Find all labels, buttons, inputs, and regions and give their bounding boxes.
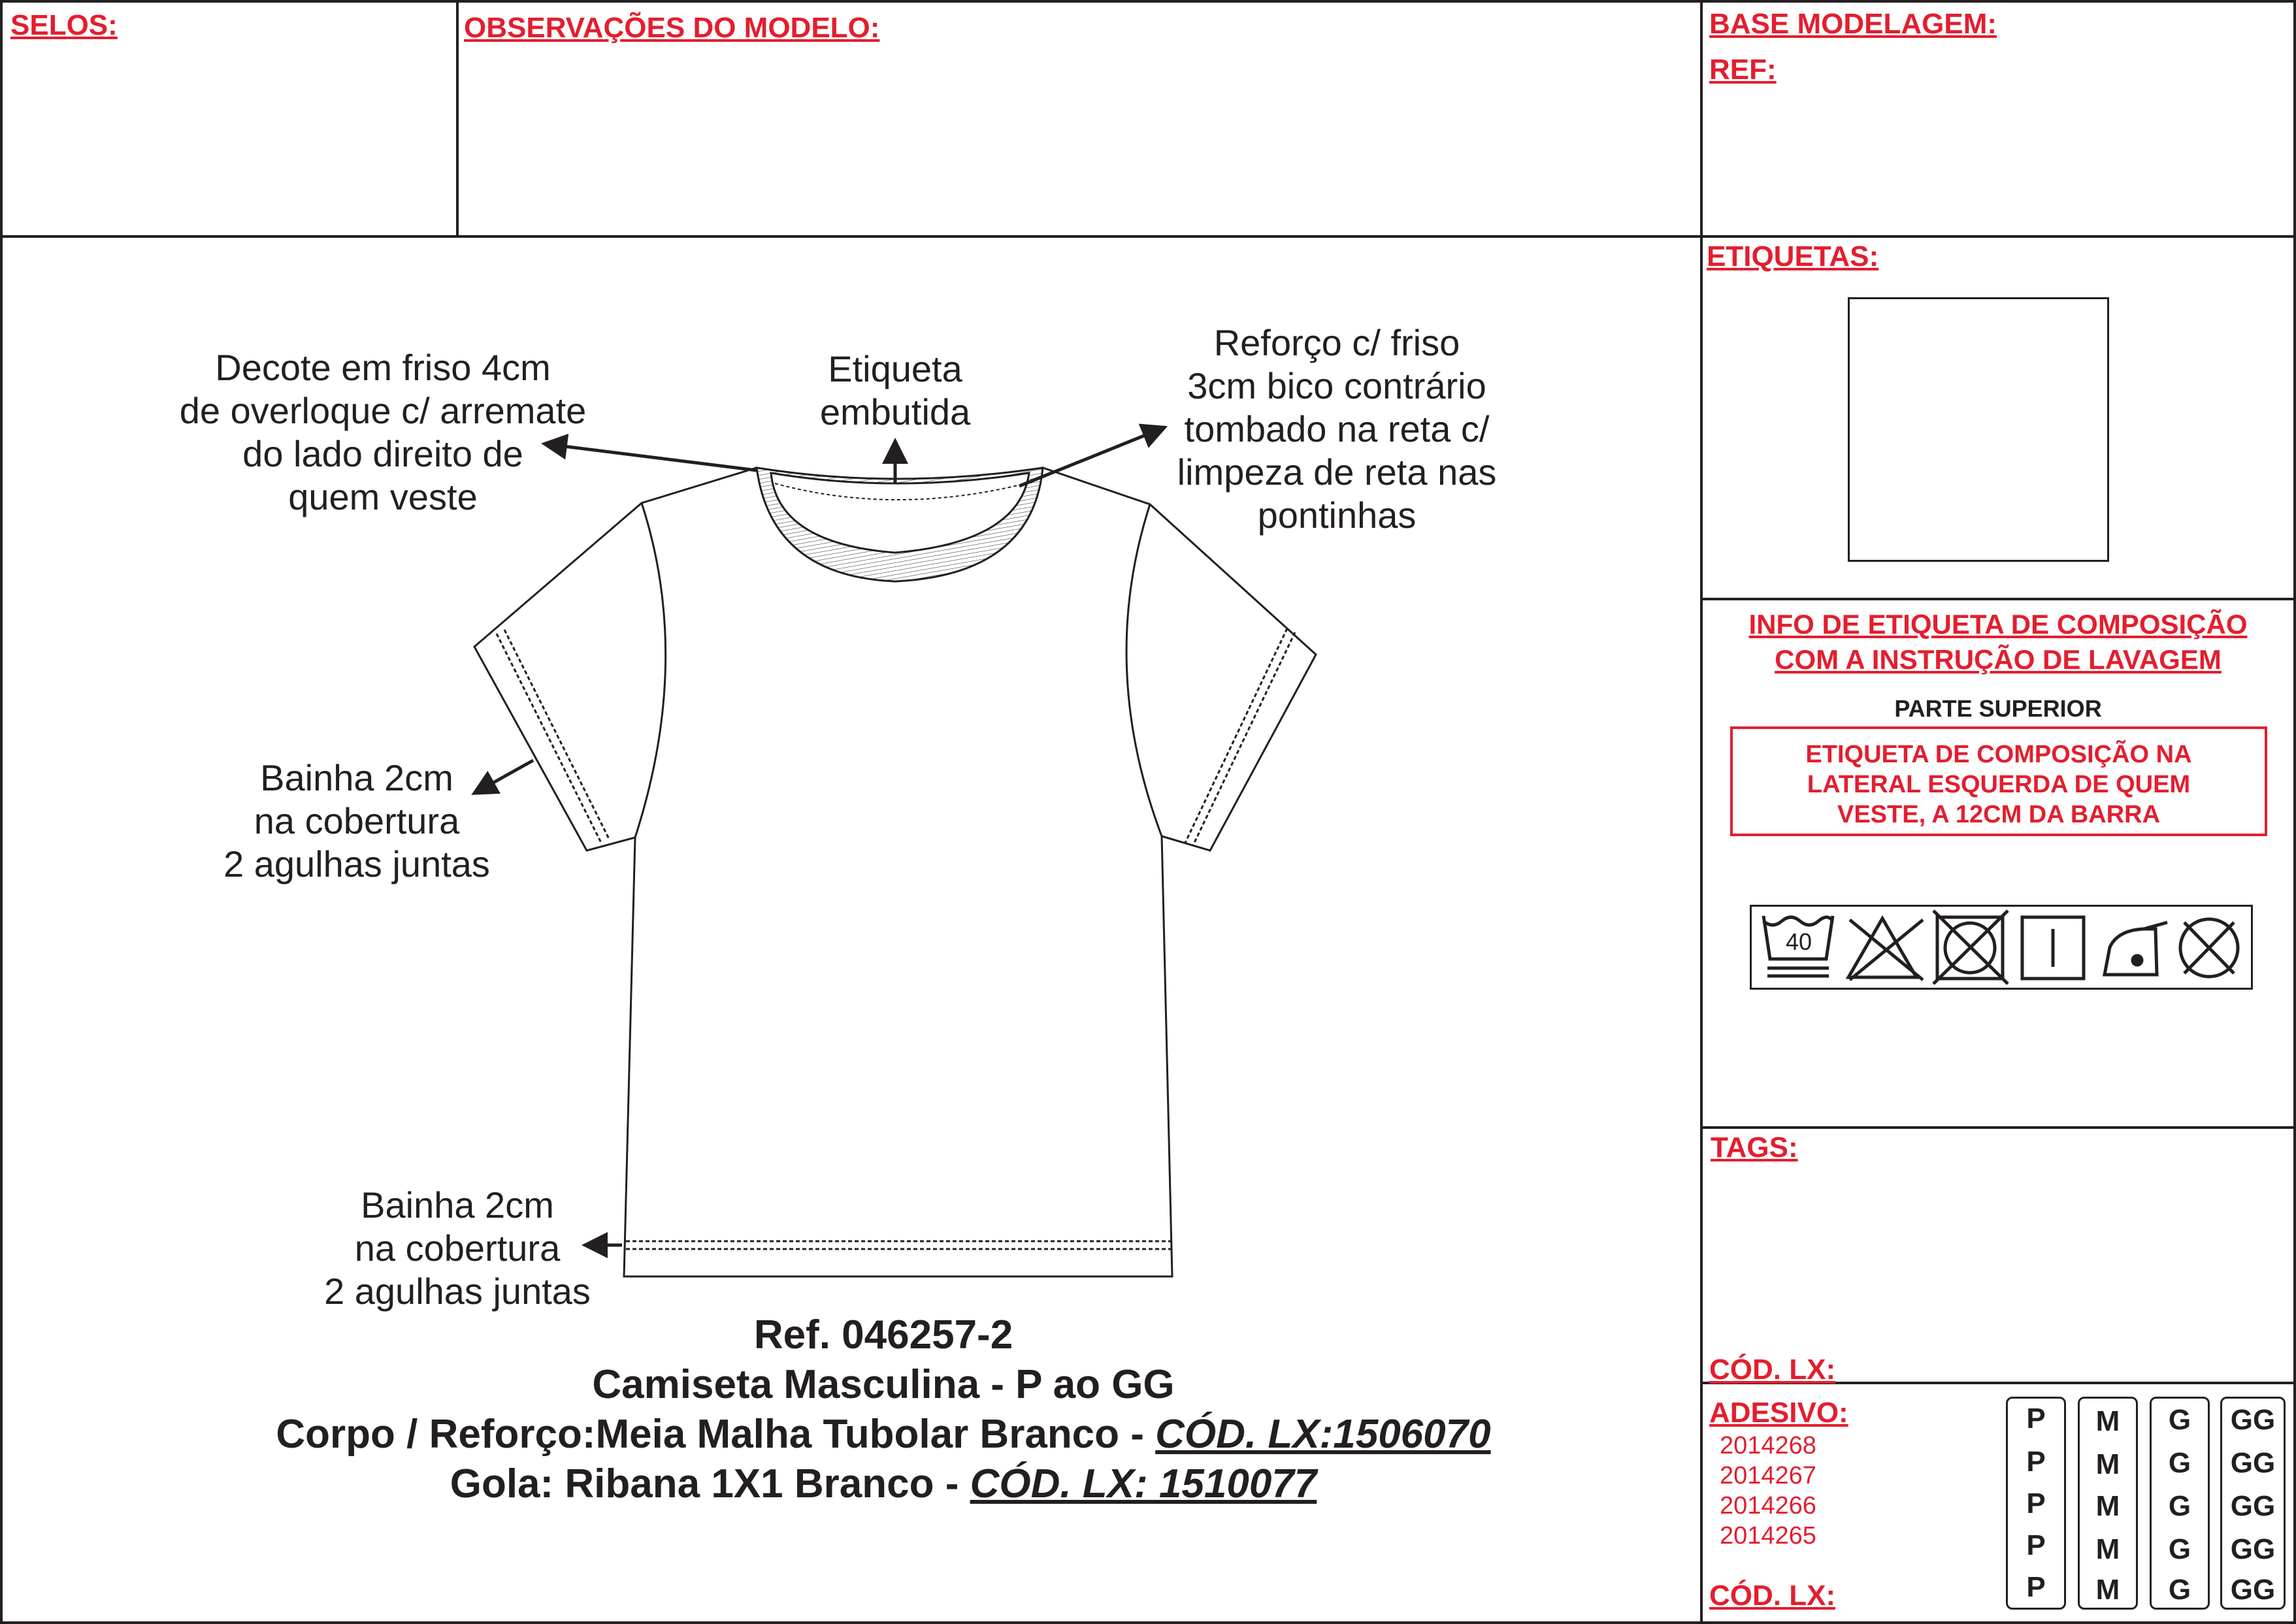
composition-note-line-1: ETIQUETA DE COMPOSIÇÃO NA	[1805, 741, 2192, 768]
wash-40-icon	[1763, 916, 1833, 976]
size-cell: P	[2026, 1529, 2046, 1561]
decote-line: de overloque c/ arremate	[179, 390, 587, 431]
product-name: Camiseta Masculina - P ao GG	[592, 1362, 1175, 1407]
size-cell: G	[2168, 1533, 2191, 1565]
composition-note-box	[1730, 726, 2267, 836]
adesivo-code: 2014268	[1720, 1432, 1816, 1459]
size-cell: M	[2095, 1490, 2120, 1522]
iron-low-icon	[2105, 922, 2167, 975]
bainha-barra-line: na cobertura	[354, 1227, 561, 1269]
etiquetas-label: ETIQUETAS:	[1707, 240, 1879, 272]
reforco-line: pontinhas	[1257, 495, 1417, 536]
label-placeholder-box	[1848, 297, 2109, 562]
bainha-manga-note	[193, 756, 520, 886]
reforco-note	[1141, 321, 1533, 537]
size-cell: GG	[2230, 1490, 2276, 1522]
reforco-line: tombado na reta c/	[1184, 408, 1490, 449]
size-column-m	[2078, 1397, 2138, 1610]
etiqueta-line: embutida	[819, 391, 971, 432]
gola-code: CÓD. LX: 1510077	[970, 1461, 1317, 1506]
corpo-code: CÓD. LX:1506070	[1155, 1412, 1491, 1457]
corpo-line	[99, 1410, 1667, 1459]
size-cell: G	[2168, 1404, 2191, 1436]
reforco-line: Reforço c/ friso	[1213, 322, 1460, 363]
base-modelagem-label: BASE MODELAGEM:	[1709, 8, 1997, 40]
size-cell: GG	[2230, 1533, 2276, 1565]
tags-label: TAGS:	[1711, 1131, 1798, 1163]
size-cell: P	[2026, 1403, 2046, 1435]
etiqueta-line: Etiqueta	[828, 348, 962, 389]
decote-line: do lado direito de	[242, 433, 523, 474]
gola-prefix: Gola: Ribana 1X1 Branco -	[450, 1461, 970, 1506]
parte-superior-label: PARTE SUPERIOR	[1894, 695, 2102, 722]
info-title-1: INFO DE ETIQUETA DE COMPOSIÇÃO	[1748, 609, 2248, 640]
size-column-gg	[2220, 1397, 2286, 1610]
reforco-line: 3cm bico contrário	[1187, 365, 1486, 406]
composition-note-line-2: LATERAL ESQUERDA DE QUEM	[1807, 771, 2191, 798]
adesivo-code: 2014265	[1720, 1522, 1816, 1550]
decote-note	[154, 346, 612, 519]
corpo-prefix: Corpo / Reforço:Meia Malha Tubolar Branco -	[276, 1412, 1156, 1457]
care-symbols-strip	[1750, 905, 2253, 990]
info-title-2: COM A INSTRUÇÃO DE LAVAGEM	[1775, 644, 2222, 675]
bainha-manga-line: na cobertura	[254, 800, 460, 841]
size-cell: P	[2026, 1446, 2046, 1478]
right-divider-2	[1700, 598, 2296, 600]
no-dry-clean-icon	[2180, 919, 2238, 977]
tshirt-body-outline	[474, 468, 1316, 1276]
no-tumble-dry-icon	[1933, 911, 2008, 984]
adesivo-code: 2014266	[1720, 1492, 1816, 1519]
right-panel-divider	[1700, 0, 1703, 1624]
right-divider-1	[1700, 235, 2296, 238]
care-symbols-svg	[1752, 907, 2251, 988]
decote-line: quem veste	[288, 476, 478, 517]
composition-note-line-3: VESTE, A 12CM DA BARRA	[1837, 801, 2161, 828]
size-cell: G	[2168, 1574, 2191, 1606]
selos-divider	[456, 0, 459, 236]
size-cell: P	[2026, 1487, 2046, 1519]
product-ref: Ref. 046257-2	[753, 1312, 1013, 1357]
size-cell: GG	[2230, 1574, 2276, 1606]
svg-text:40: 40	[1786, 928, 1812, 955]
gola-line	[99, 1459, 1667, 1509]
reforco-line: limpeza de reta nas	[1177, 451, 1497, 493]
adesivo-code: 2014267	[1720, 1462, 1816, 1489]
etiqueta-note	[764, 348, 1026, 434]
adesivo-label: ADESIVO:	[1709, 1397, 1848, 1429]
selos-label: SELOS:	[10, 9, 118, 41]
decote-line: Decote em friso 4cm	[215, 347, 551, 388]
size-cell: M	[2095, 1574, 2120, 1606]
line-dry-icon	[2022, 917, 2084, 979]
product-description	[99, 1310, 1667, 1509]
size-cell: G	[2168, 1447, 2191, 1479]
bainha-manga-line: 2 agulhas juntas	[223, 843, 490, 885]
size-cell: M	[2095, 1533, 2120, 1565]
size-cell: GG	[2230, 1404, 2276, 1436]
size-cell: M	[2095, 1405, 2120, 1437]
size-cell: GG	[2230, 1447, 2276, 1479]
cod-lx-adesivo-label: CÓD. LX:	[1709, 1580, 1836, 1612]
bainha-barra-line: Bainha 2cm	[361, 1184, 554, 1226]
bainha-barra-line: 2 agulhas juntas	[324, 1271, 591, 1312]
size-column-p	[2006, 1397, 2066, 1610]
size-cell: G	[2168, 1490, 2191, 1522]
no-bleach-icon	[1848, 918, 1923, 980]
size-cell: P	[2026, 1571, 2046, 1603]
cod-lx-tags-label: CÓD. LX:	[1709, 1354, 1836, 1386]
adesivo-codes	[1720, 1431, 1816, 1551]
right-divider-3	[1700, 1126, 2296, 1129]
observacoes-label: OBSERVAÇÕES DO MODELO:	[464, 12, 880, 44]
ref-label: REF:	[1709, 54, 1777, 86]
bainha-barra-note	[294, 1184, 621, 1313]
bainha-manga-line: Bainha 2cm	[260, 757, 453, 798]
size-cell: M	[2095, 1448, 2120, 1480]
size-column-g	[2150, 1397, 2210, 1610]
